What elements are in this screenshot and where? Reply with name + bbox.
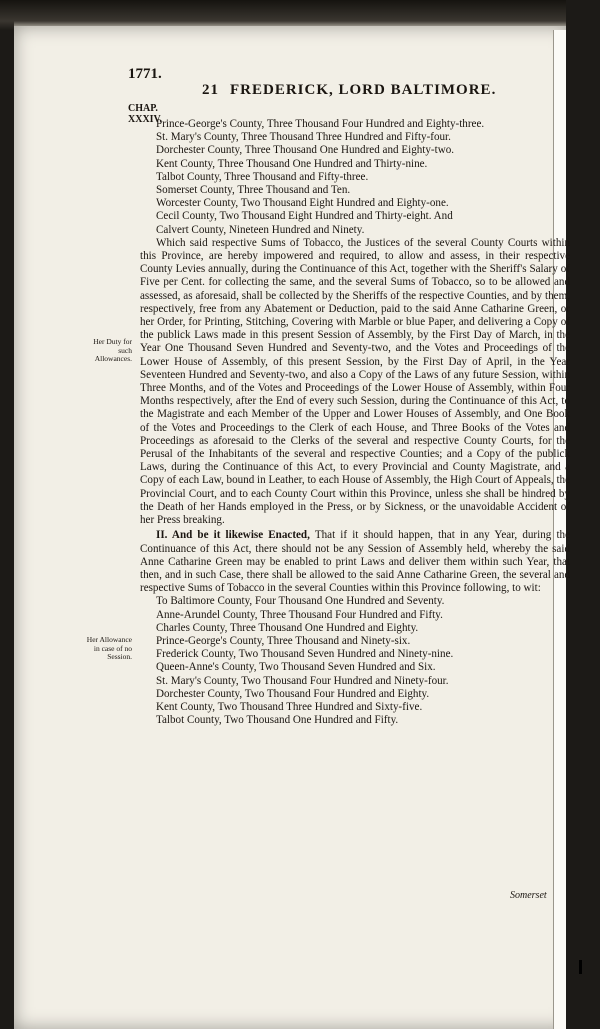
section-2-paragraph	[140, 529, 570, 595]
county-line: Kent County, Two Thousand Three Hundred and Sixty-five.	[156, 700, 423, 713]
page-number: 21	[202, 82, 219, 98]
running-head-year: 1771.	[128, 66, 162, 82]
margin-note-allowance: Her Allowance in case of no Session.	[86, 635, 132, 661]
scan-border-right	[566, 0, 600, 1029]
county-line: Calvert County, Nineteen Hundred and Ninety.	[156, 223, 365, 236]
chapter-word: CHAP.	[128, 103, 158, 114]
county-line: Queen-Anne's County, Two Thousand Seven Hundred and Six.	[156, 661, 436, 674]
county-line: Dorchester County, Three Thousand One Hundred and Eighty-two.	[156, 144, 455, 157]
section-2-text: That if it should happen, that in any Year, during the Continuance of this Act, there should not be any Session of Assembly held, whereby the said Anne Catharine Green may be enabled to print Laws and deliver them within such Year, that then, and in such Case, there shall be allowed to the said Anne Catharine Green, the several and respective Sums of Tobacco in the several Counties within this Province following, to wit:	[140, 529, 570, 595]
county-line: Anne-Arundel County, Three Thousand Four Hundred and Fifty.	[156, 608, 443, 621]
section-1-paragraph: Which said respective Sums of Tobacco, the Justices of the several County Courts within this Province, are hereby impowered and required, to allow and assess, in their respective County Levies annually, during the Continuance of this Act, together with the Sheriff's Salary of Five per Cent. for collecting the same, and the several Sums of Tobacco, so to be allowed and assessed, as aforesaid, shall be collected by the Sheriffs of the respective Counties, and by them, respectively, free from any Abatement or Deduction, paid to the said Anne Catharine Green, or her Order, for Printing, Stitching, Covering with Marble or blue Paper, and delivering a Copy of the publick Laws made in this present Session of Assembly, by the First Day of March, in the Year One Thousand Seven Hundred and Seventy-two, and the Votes and Proceedings of the Lower House of Assembly, of this present Session, by the First Day of April, in the Year Seventeen Hundred and Seventy-two, and also a Copy of the Laws of any future Session, within Three Months, and of the Votes and Proceedings of the Lower House of Assembly, within Four Months respectively, after the End of every such Session, during the Continuance of this Act, to the Magistrate and each Member of the Upper and Lower Houses of Assembly, and One Book of the Votes and Proceedings to the Clerk of each House, and Three Books of the Votes and Proceedings as aforesaid to the Clerks of the several and respective County Courts, for the Perusal of the Inhabitants of the several and respective Counties; and a Copy of the publick Laws, during the Continuance of this Act, to every Provincial and County Magistrate, and a Copy of each Law, bound in Leather, to each House of Assembly, the High Court of Appeals, the Provincial Court, and to each County Court within this Province, unless she shall be hindred by the Death of her Hands employed in the Press, or by Sickness, or the unavoidable Accident of her Press breaking.	[140, 236, 570, 527]
county-line: Worcester County, Two Thousand Eight Hundred and Eighty-one.	[156, 197, 449, 210]
county-line: Frederick County, Two Thousand Seven Hundred and Ninety-nine.	[156, 648, 454, 661]
scan-mark	[579, 960, 582, 974]
county-line: Talbot County, Two Thousand One Hundred and Fifty.	[156, 714, 399, 727]
county-line: Talbot County, Three Thousand and Fifty-three.	[156, 170, 369, 183]
catchword: Somerset	[510, 890, 547, 901]
county-line: Charles County, Three Thousand One Hundred and Eighty.	[156, 621, 419, 634]
county-line: Prince-George's County, Three Thousand Four Hundred and Eighty-three.	[156, 118, 485, 130]
county-line: St. Mary's County, Two Thousand Four Hundred and Ninety-four.	[156, 674, 449, 687]
running-head-title: FREDERICK, LORD BALTIMORE.	[230, 82, 497, 98]
county-line: Somerset County, Three Thousand and Ten.	[156, 184, 351, 197]
page-body	[140, 118, 570, 727]
county-line: Prince-George's County, Three Thousand and Ninety-six.	[156, 634, 411, 647]
county-line: Dorchester County, Two Thousand Four Hundred and Eighty.	[156, 687, 430, 700]
section-2-lead: II. And be it likewise Enacted,	[156, 529, 310, 542]
county-line: Kent County, Three Thousand One Hundred and Thirty-nine.	[156, 157, 428, 170]
county-line: Cecil County, Two Thousand Eight Hundred and Thirty-eight. And	[156, 210, 453, 223]
chapter-number: XXXIV.	[128, 114, 162, 125]
margin-note-duty: Her Duty for such Allowances.	[93, 337, 132, 363]
county-line: To Baltimore County, Four Thousand One Hundred and Seventy.	[156, 595, 445, 608]
scan-border-left	[0, 0, 14, 1029]
county-line: St. Mary's County, Three Thousand Three Hundred and Fifty-four.	[156, 131, 451, 144]
